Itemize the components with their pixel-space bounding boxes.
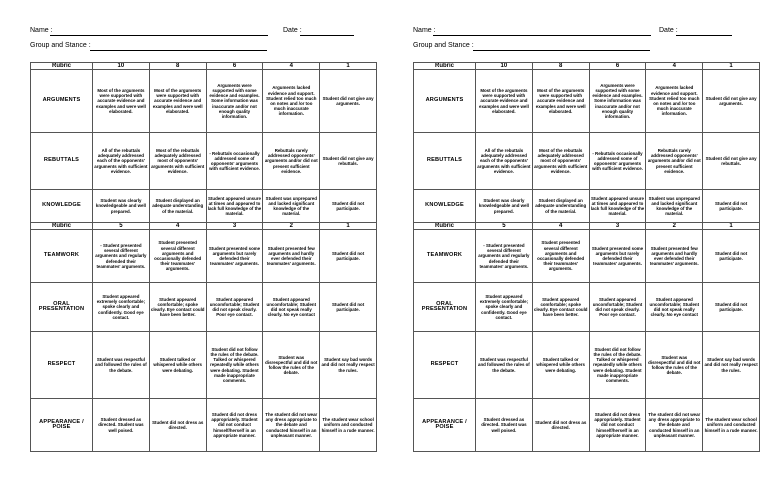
descriptor-cell[interactable]: Student did not participate. [703,190,760,223]
criterion-label: TEAMWORK [414,230,476,283]
score-header-row [414,63,760,70]
descriptor-cell[interactable]: Student was respectful and followed the rules of the debate. [476,332,533,399]
descriptor-cell[interactable]: The student did not wear any dress appropriate to the debate and conducted himself in an unpleasant manner. [263,399,320,452]
criterion-label: RESPECT [414,332,476,399]
descriptor-cell[interactable]: Student appeared uncomfortable; Student did not speak clearly. Poor eye contact. [589,283,646,332]
descriptor-cell[interactable]: Most of the rebuttals adequately addressed most of opponents' arguments with sufficient evidence. [532,133,589,190]
descriptor-cell[interactable]: Student appeared extremely comfortable; spoke clearly and confidently. Good eye contact. [93,283,150,332]
descriptor-cell[interactable]: Student did not participate. [320,283,377,332]
descriptor-cell[interactable]: All of the rebuttals adequately addressed each of the opponents' arguments with sufficient evidence. [93,133,150,190]
descriptor-cell[interactable]: Student talked or whispered while others were debating. [532,332,589,399]
score-header: 1 [703,223,760,230]
descriptor-cell[interactable]: Student talked or whispered while others were debating. [149,332,206,399]
criterion-row [31,283,377,332]
criterion-label: ORAL PRESENTATION [31,283,93,332]
criterion-label: KNOWLEDGE [31,190,93,223]
descriptor-cell[interactable]: Student was unprepared and lacked significant knowledge of the material. [263,190,320,223]
descriptor-cell[interactable]: Arguments were supported with some evidence and examples. Some information was inaccurate and/or not enough quality information. [589,70,646,133]
descriptor-cell[interactable]: - Rebuttals occasionally addressed some of opponents' arguments with sufficient evidence. [589,133,646,190]
score-header: 4 [149,223,206,230]
name-label: Name : [30,27,53,34]
descriptor-cell[interactable]: Student did not give any rebuttals. [703,133,760,190]
descriptor-cell[interactable]: Student did not participate. [703,283,760,332]
descriptor-cell[interactable]: Student did not follow the rules of the debate. Talked or whispered repeatedly while others were debating. Student made inappropriate comments. [206,332,263,399]
criterion-row [414,133,760,190]
score-header-row [31,223,377,230]
score-header: 2 [263,223,320,230]
criterion-row [414,399,760,452]
score-header: 1 [320,63,377,70]
criterion-row [414,230,760,283]
descriptor-cell[interactable]: Arguments were supported with some evidence and examples. Some information was inaccurate and/or not enough quality information. [206,70,263,133]
name-blank[interactable] [50,35,268,36]
criterion-label: ORAL PRESENTATION [414,283,476,332]
descriptor-cell[interactable]: Arguments lacked evidence and support. Student relied too much on notes and /or too much inaccurate information. [646,70,703,133]
descriptor-cell[interactable]: The student wear school uniform and conducted himself in a rude manner. [320,399,377,452]
descriptor-cell[interactable]: Most of the arguments were supported with accurate evidence and examples and were well elaborated. [93,70,150,133]
date-label: Date : [283,27,302,34]
rubric-table [30,62,377,452]
descriptor-cell[interactable]: Arguments lacked evidence and support. Student relied too much on notes and /or too much inaccurate information. [263,70,320,133]
criterion-row [31,190,377,223]
descriptor-cell[interactable]: Student presented some arguments but rarely defended their teammates' arguments. [206,230,263,283]
descriptor-cell[interactable]: Most of the arguments were supported with accurate evidence and examples and were well elaborated. [532,70,589,133]
group-line [413,41,767,56]
descriptor-cell[interactable]: Student did not give any arguments. [320,70,377,133]
descriptor-cell[interactable]: Student appeared uncomfortable; Student did not speak really clearly. No eye contact [263,283,320,332]
descriptor-cell[interactable]: Student did not dress appropriately. Student did not conduct himself/herself in an appropriate manner. [206,399,263,452]
descriptor-cell[interactable]: Student dressed as directed. Student was well poised. [93,399,150,452]
score-header: 5 [93,223,150,230]
criterion-row [31,133,377,190]
descriptor-cell[interactable]: Student did not give any rebuttals. [320,133,377,190]
descriptor-cell[interactable]: Student presented several different arguments and occasionally defended their teammates' arguments. [532,230,589,283]
score-header: 5 [476,223,533,230]
name-date-line [30,26,384,41]
criterion-row [31,399,377,452]
descriptor-cell[interactable]: Student was disrespectful and did not follow the rules of the debate. [263,332,320,399]
group-label: Group and Stance : [413,42,474,49]
descriptor-cell[interactable]: Student did not give any arguments. [703,70,760,133]
score-header: 10 [476,63,533,70]
name-blank[interactable] [433,35,651,36]
score-header: 4 [263,63,320,70]
criterion-label: APPEARANCE / POISE [414,399,476,452]
descriptor-cell[interactable]: Student did not participate. [703,230,760,283]
score-header: 8 [149,63,206,70]
criterion-label: TEAMWORK [31,230,93,283]
descriptor-cell[interactable]: Student was clearly knowledgeable and well prepared. [476,190,533,223]
group-blank[interactable] [473,50,650,51]
descriptor-cell[interactable]: Student say bad words and did not really respect the rules. [320,332,377,399]
date-label: Date : [659,27,678,34]
descriptor-cell[interactable]: The student wear school uniform and conducted himself in a rude manner. [703,399,760,452]
score-header: 6 [589,63,646,70]
descriptor-cell[interactable]: Student did not dress as directed. [149,399,206,452]
name-date-line [413,26,767,41]
score-header: 3 [589,223,646,230]
descriptor-cell[interactable]: Student appeared unsure at times and appeared to lack full knowledge of the material. [206,190,263,223]
descriptor-cell[interactable]: - Student presented several different arguments and regularly defended their teammates' arguments. [93,230,150,283]
criterion-row [414,70,760,133]
score-header: 10 [93,63,150,70]
descriptor-cell[interactable]: Most of the arguments were supported with accurate evidence and examples and were well elaborated. [149,70,206,133]
score-header: 1 [320,223,377,230]
date-blank[interactable] [300,35,354,36]
rubric-sheet-right [413,0,767,438]
score-header-row [31,63,377,70]
criterion-row [31,70,377,133]
descriptor-cell[interactable]: Student was unprepared and lacked significant knowledge of the material. [646,190,703,223]
group-blank[interactable] [90,50,267,51]
descriptor-cell[interactable]: Most of the arguments were supported with accurate evidence and examples and were well elaborated. [476,70,533,133]
score-header: 2 [646,223,703,230]
score-header: 1 [703,63,760,70]
descriptor-cell[interactable]: Student appeared comfortable; spoke clearly. Eye contact could have been better. [532,283,589,332]
descriptor-cell[interactable]: Student presented few arguments and hardly ever defended their teammates' arguments. [263,230,320,283]
descriptor-cell[interactable]: Student presented few arguments and hardly ever defended their teammates' arguments. [646,230,703,283]
rubric-label: Rubric [31,63,93,70]
group-line [30,41,384,56]
descriptor-cell[interactable]: Student was respectful and followed the rules of the debate. [93,332,150,399]
criterion-row [414,190,760,223]
criterion-row [31,332,377,399]
descriptor-cell[interactable]: Student did not participate. [320,190,377,223]
descriptor-cell[interactable]: Student did not dress appropriately. Student did not conduct himself/herself in an appropriate manner. [589,399,646,452]
descriptor-cell[interactable]: Student did not follow the rules of the debate. Talked or whispered repeatedly while others were debating. Student made inappropriate comments. [589,332,646,399]
date-blank[interactable] [676,35,732,36]
criterion-label: RESPECT [31,332,93,399]
descriptor-cell[interactable]: Student did not participate. [320,230,377,283]
rubric-label: Rubric [414,223,476,230]
criterion-label: ARGUMENTS [414,70,476,133]
descriptor-cell[interactable]: - Rebuttals occasionally addressed some of opponents' arguments with sufficient evidence. [206,133,263,190]
descriptor-cell[interactable]: Most of the rebuttals adequately addressed most of opponents' arguments with sufficient evidence. [149,133,206,190]
descriptor-cell[interactable]: Student displayed an adequate understanding of the material. [532,190,589,223]
name-label: Name : [413,27,436,34]
descriptor-cell[interactable]: Student appeared extremely comfortable; spoke clearly and confidently. Good eye contact. [476,283,533,332]
criterion-label: KNOWLEDGE [414,190,476,223]
criterion-row [414,283,760,332]
rubric-table [413,62,760,452]
score-header: 8 [532,63,589,70]
descriptor-cell[interactable]: Student say bad words and did not really respect the rules. [703,332,760,399]
score-header: 3 [206,223,263,230]
group-label: Group and Stance : [30,42,91,49]
descriptor-cell[interactable]: Student presented some arguments but rarely defended their teammates' arguments. [589,230,646,283]
descriptor-cell[interactable]: Student dressed as directed. Student was well poised. [476,399,533,452]
score-header: 4 [532,223,589,230]
descriptor-cell[interactable]: All of the rebuttals adequately addressed each of the opponents' arguments with sufficient evidence. [476,133,533,190]
rubric-label: Rubric [31,223,93,230]
criterion-label: APPEARANCE / POISE [31,399,93,452]
descriptor-cell[interactable]: Student was disrespectful and did not follow the rules of the debate. [646,332,703,399]
descriptor-cell[interactable]: Rebuttals rarely addressed opponents' arguments and/or did not present sufficient evidence. [646,133,703,190]
descriptor-cell[interactable]: The student did not wear any dress appropriate to the debate and conducted himself in an unpleasant manner. [646,399,703,452]
descriptor-cell[interactable]: Student did not dress as directed. [532,399,589,452]
rubric-sheet-left [30,0,384,438]
criterion-label: ARGUMENTS [31,70,93,133]
descriptor-cell[interactable]: Student appeared unsure at times and appeared to lack full knowledge of the material. [589,190,646,223]
criterion-label: REBUTTALS [31,133,93,190]
descriptor-cell[interactable]: Student appeared uncomfortable; Student did not speak really clearly. No eye contact [646,283,703,332]
rubric-label: Rubric [414,63,476,70]
descriptor-cell[interactable]: Student displayed an adequate understanding of the material. [149,190,206,223]
descriptor-cell[interactable]: - Student presented several different arguments and regularly defended their teammates' arguments. [476,230,533,283]
descriptor-cell[interactable]: Student appeared uncomfortable; Student did not speak clearly. Poor eye contact. [206,283,263,332]
descriptor-cell[interactable]: Rebuttals rarely addressed opponents' arguments and/or did not present sufficient evidence. [263,133,320,190]
criterion-row [31,230,377,283]
descriptor-cell[interactable]: Student presented several different arguments and occasionally defended their teammates' arguments. [149,230,206,283]
criterion-label: REBUTTALS [414,133,476,190]
descriptor-cell[interactable]: Student was clearly knowledgeable and well prepared. [93,190,150,223]
score-header-row [414,223,760,230]
descriptor-cell[interactable]: Student appeared comfortable; spoke clearly. Eye contact could have been better. [149,283,206,332]
score-header: 4 [646,63,703,70]
criterion-row [414,332,760,399]
score-header: 6 [206,63,263,70]
